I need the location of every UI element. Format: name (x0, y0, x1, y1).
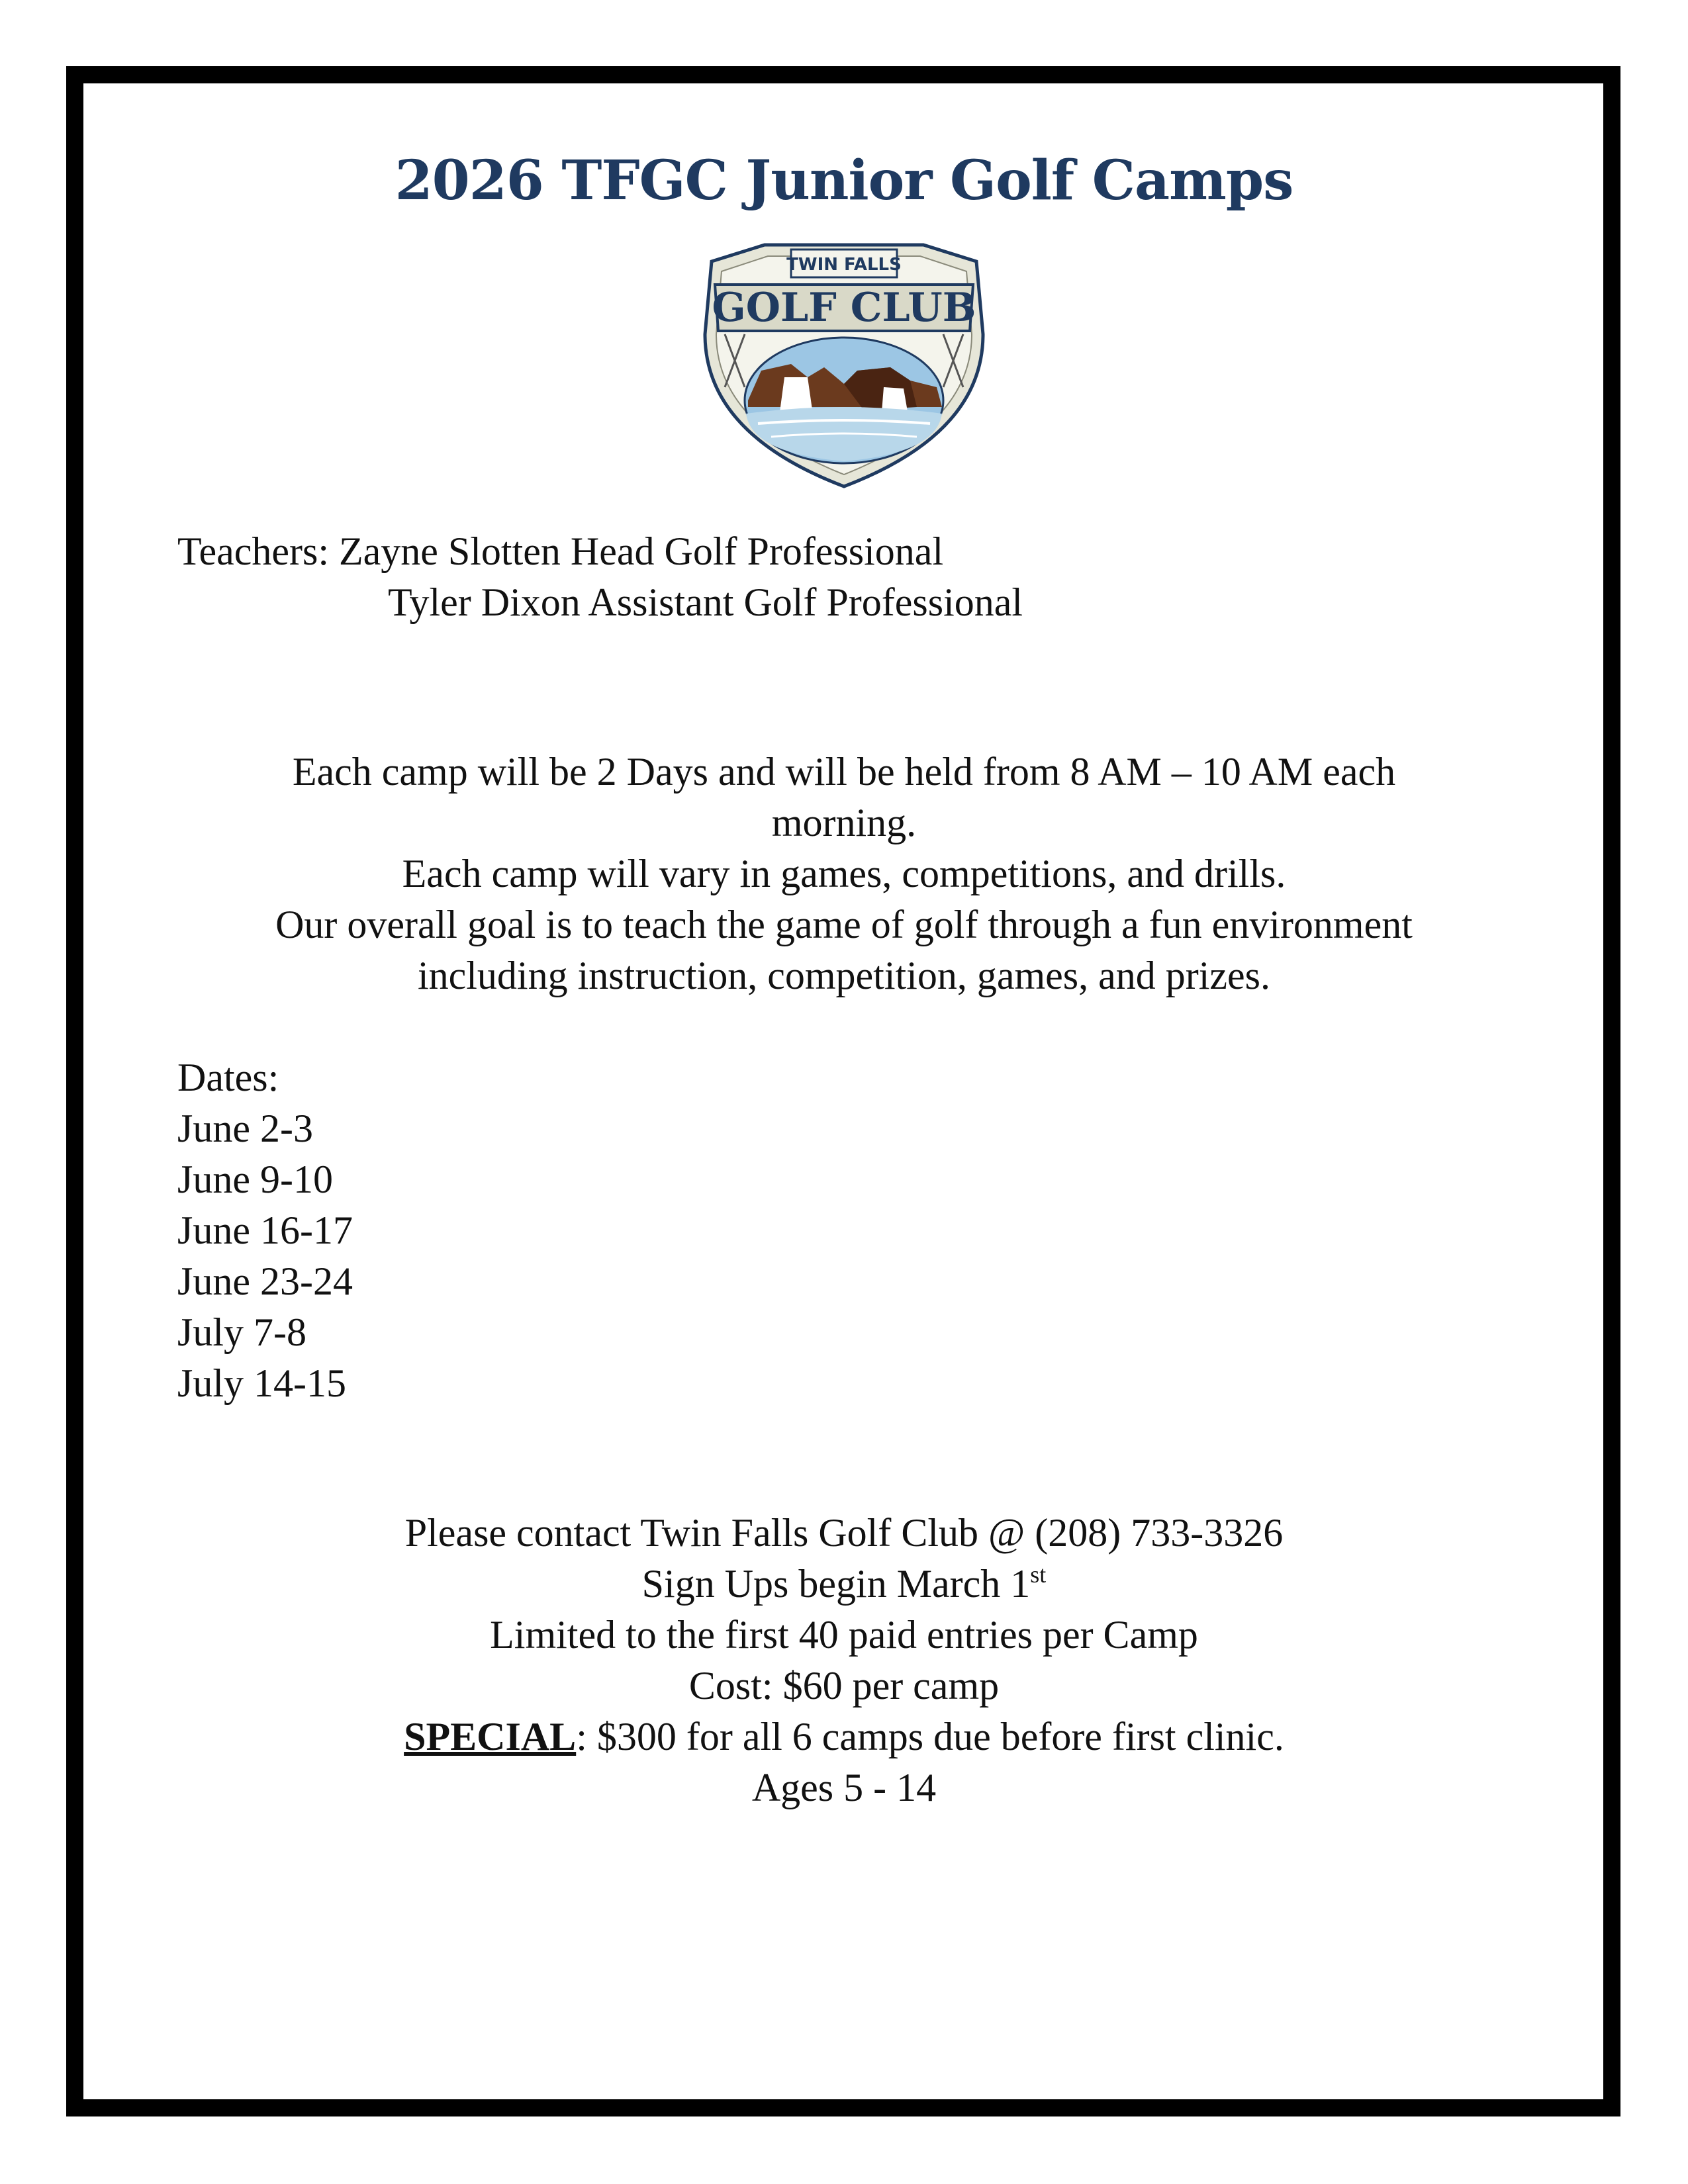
logo-top-text: TWIN FALLS (786, 255, 902, 275)
teachers-line-1: Teachers: Zayne Slotten Head Golf Professional (177, 529, 944, 573)
special-label: SPECIAL (404, 1715, 577, 1758)
logo-main-text: GOLF CLUB (712, 285, 976, 331)
age-range: Ages 5 - 14 (751, 1766, 937, 1809)
entry-limit: Limited to the first 40 paid entries per Camp (490, 1613, 1198, 1657)
description-line: Each camp will be 2 Days and will be held from 8 AM – 10 AM each (292, 750, 1396, 794)
description-line: Our overall goal is to teach the game of golf through a fun environment (275, 903, 1413, 946)
teachers-line-2: Tyler Dixon Assistant Golf Professional (388, 580, 1023, 624)
special-offer (0, 1711, 1688, 1762)
date-item: June 9-10 (177, 1158, 333, 1201)
dates-heading: Dates: (177, 1056, 279, 1099)
camp-cost: Cost: $60 per camp (688, 1664, 1000, 1707)
signups-suffix: st (1030, 1561, 1047, 1588)
date-item: June 2-3 (177, 1107, 313, 1150)
dates-list (177, 1052, 353, 1409)
description-line: Each camp will vary in games, competitions, and drills. (402, 852, 1286, 895)
description-line: morning. (771, 801, 917, 844)
date-item: July 7-8 (177, 1310, 306, 1354)
camp-description (0, 747, 1688, 1001)
page-title: 2026 TFGC Junior Golf Camps (395, 149, 1293, 212)
signups-line (0, 1559, 1688, 1610)
contact-phone: Please contact Twin Falls Golf Club @ (208) 733-3326 (404, 1511, 1284, 1555)
date-item: June 16-17 (177, 1208, 353, 1252)
date-item: July 14-15 (177, 1361, 346, 1405)
special-text: : $300 for all 6 camps due before first clinic. (576, 1715, 1284, 1758)
golf-club-logo (692, 235, 996, 493)
signups-text: Sign Ups begin March 1 (641, 1562, 1031, 1606)
teachers-section (177, 526, 1023, 628)
description-line: including instruction, competition, games, and prizes. (417, 954, 1271, 997)
date-item: June 23-24 (177, 1259, 353, 1303)
contact-section (0, 1508, 1688, 1813)
